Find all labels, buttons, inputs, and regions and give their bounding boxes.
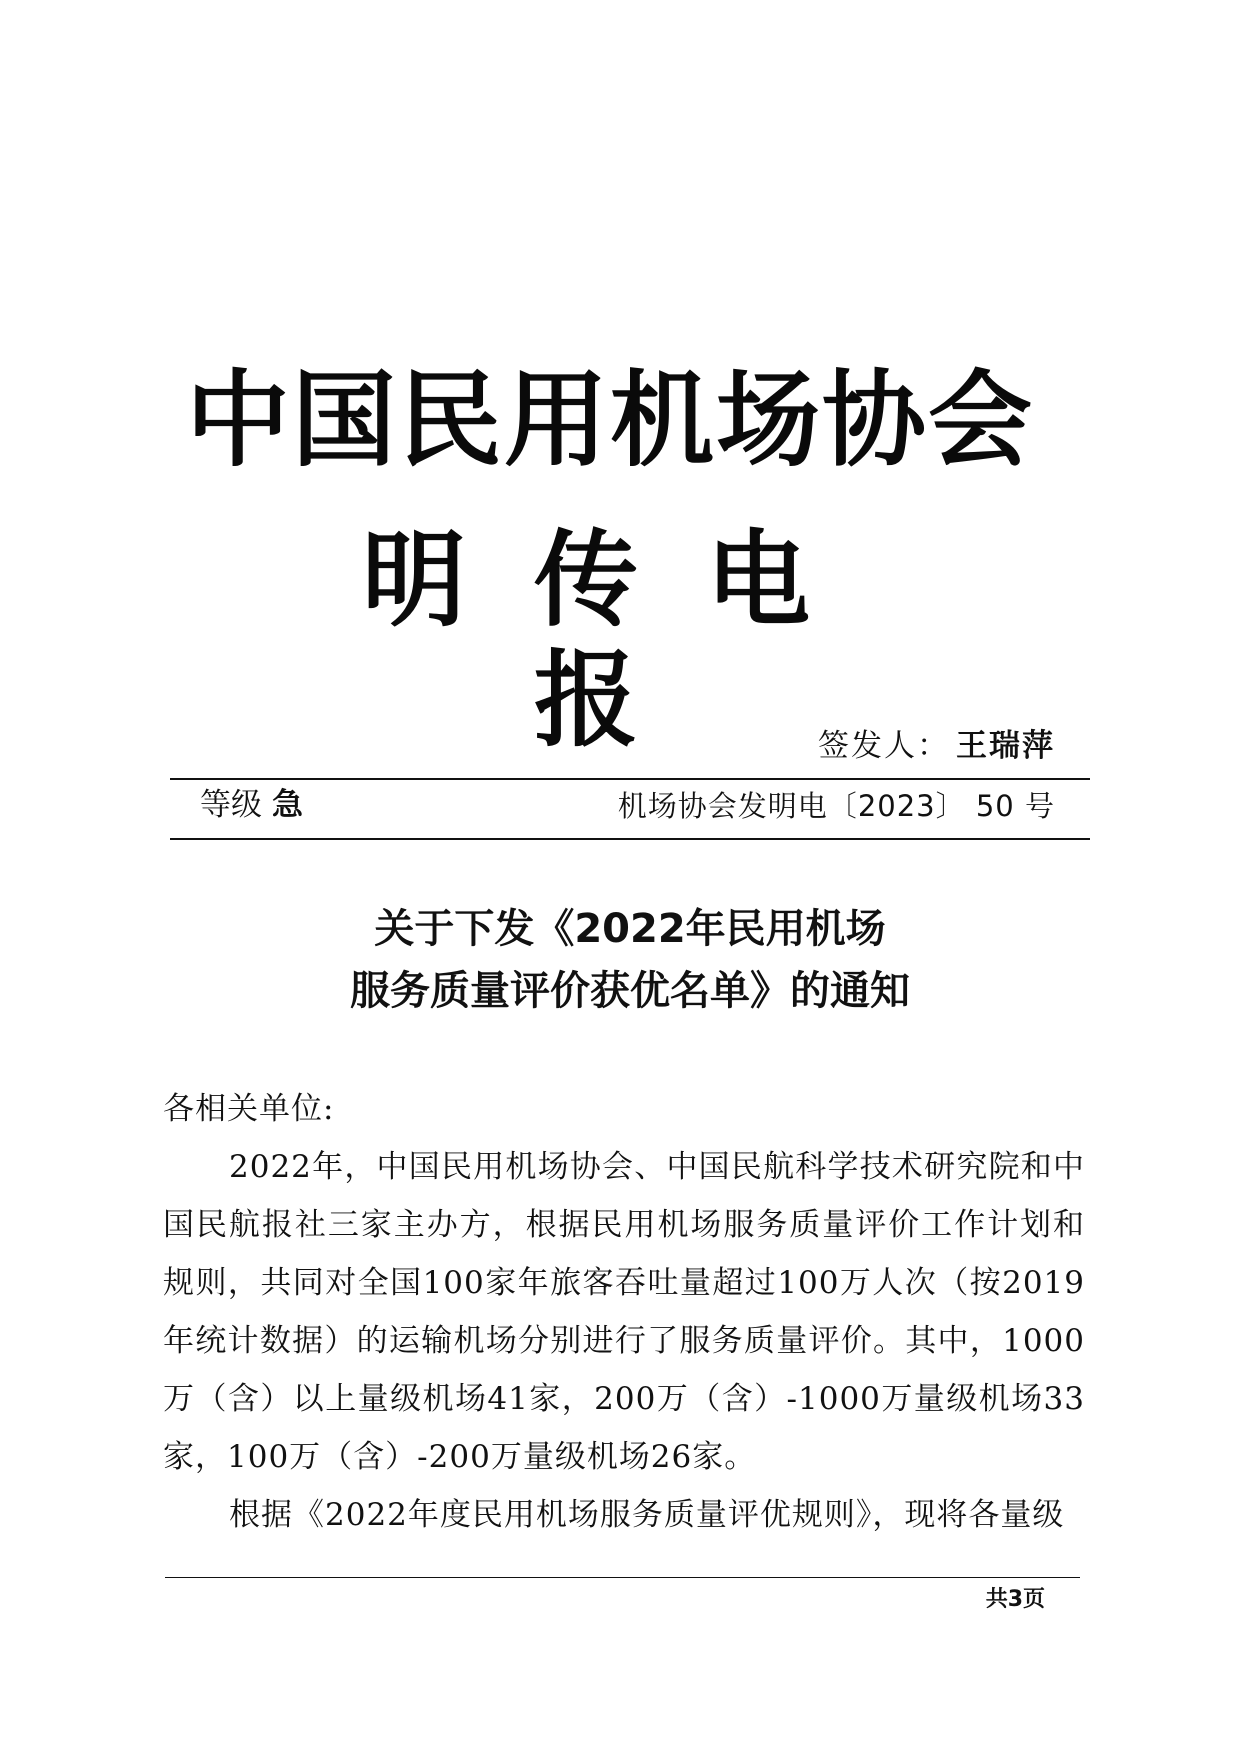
doc-number-value: 50 <box>975 789 1015 823</box>
signer-name: 王瑞萍 <box>956 728 1055 764</box>
footer-divider <box>165 1577 1080 1578</box>
salutation: 各相关单位: <box>163 1091 335 1127</box>
subject-line-1: 关于下发《2022年民用机场 <box>374 906 886 952</box>
doc-number-prefix: 机场协会发明电〔 <box>617 789 858 823</box>
grade-label: 等级 <box>200 787 262 823</box>
doc-number-year: 2023 <box>857 789 936 823</box>
page-count: 共3页 <box>985 1587 1045 1612</box>
organization-title: 中国民用机场协会 <box>185 359 1034 481</box>
signer-label: 签发人： <box>818 728 950 764</box>
notice-body <box>163 1080 1085 1544</box>
body-paragraph-1: 2022年，中国民用机场协会、中国民航科学技术研究院和中国民航报社三家主办方，根据民用机场服务质量评价工作计划和规则，共同对全国100家年旅客吞吐量超过100万人次（按2019年统计数据）的运输机场分别进行了服务质量评价。其中，1000万（含）以上量级机场41家，200万（含）-1000万量级机场33家，100万（含）-200万量级机场26家。 <box>163 1149 1085 1475</box>
notice-subject <box>170 898 1090 1022</box>
document-number <box>618 786 1055 826</box>
body-paragraph-2: 根据《2022年度民用机场服务质量评优规则》，现将各量级 <box>229 1497 1065 1533</box>
document-type-title: 明传电报 <box>361 519 878 761</box>
doc-number-suffix: 号 <box>1024 789 1055 823</box>
header-divider-top <box>170 778 1090 780</box>
urgency-grade <box>200 784 303 826</box>
header-divider-bottom <box>170 838 1090 840</box>
signer-line <box>818 726 1055 766</box>
grade-value: 急 <box>272 787 303 823</box>
doc-number-mid: 〕 <box>935 789 966 823</box>
subject-line-2: 服务质量评价获优名单》的通知 <box>350 968 910 1014</box>
